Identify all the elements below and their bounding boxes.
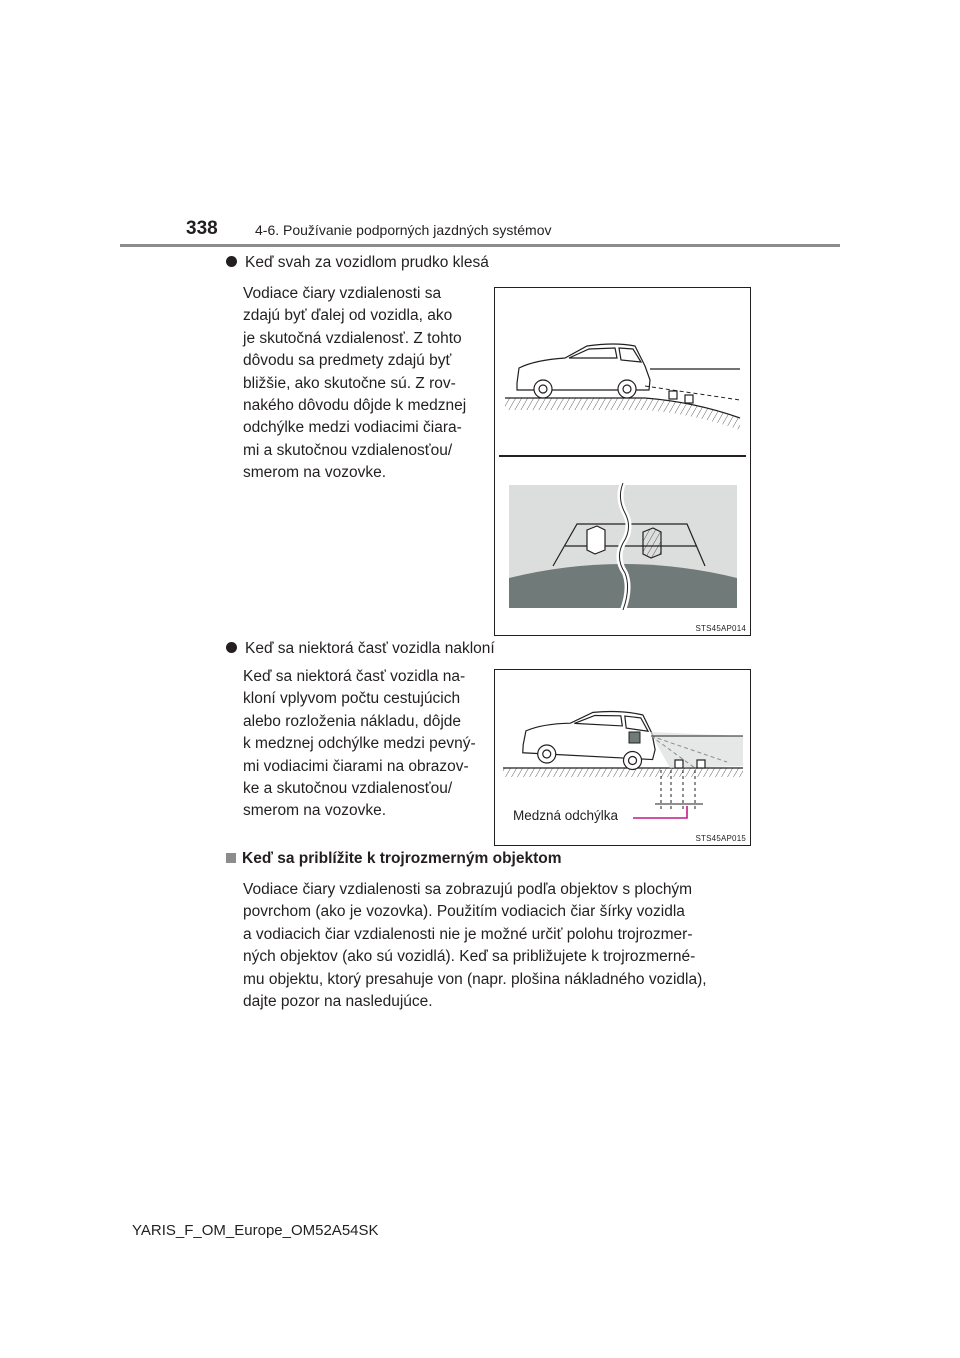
bullet-2-heading: [226, 640, 495, 658]
text-line: je skutočná vzdialenosť. Z tohto: [243, 329, 462, 347]
figure-1-code: STS45AP014: [695, 624, 746, 633]
text-line: ných objektov (ako sú vozidlá). Keď sa približujete k trojrozmerné-: [243, 948, 696, 966]
marker-box: [697, 760, 705, 768]
text-line: mu objektu, ktorý presahuje von (napr. plošina nákladného vozidla),: [243, 970, 707, 988]
text-line: dajte pozor na nasledujúce.: [243, 993, 433, 1011]
bullet-dot-icon: [226, 256, 237, 267]
text-line: smerom na vozovke.: [243, 802, 386, 820]
text-line: zdajú byť ďalej od vozidla, ako: [243, 307, 453, 325]
bullet-2-title: Keď sa niektorá časť vozidla nakloní: [245, 640, 495, 657]
text-line: alebo rozloženia nákladu, dôjde: [243, 712, 462, 730]
cube-icon: [587, 526, 605, 554]
leader-line: [633, 806, 687, 818]
figure-tilt-diagram: [494, 669, 751, 846]
bullet-1-heading: [226, 254, 489, 272]
text-line: nakého dôvodu dôjde k medznej: [243, 397, 467, 415]
figure-2-code: STS45AP015: [695, 834, 746, 843]
marker-box: [675, 760, 683, 768]
car-icon: [517, 344, 650, 398]
text-line: dôvodu sa predmety zdajú byť: [243, 352, 452, 370]
bullet-dot-icon: [226, 642, 237, 653]
subsection-title: Keď sa priblížite k trojrozmerným objektom: [242, 850, 562, 867]
text-line: mi vodiacimi čiarami na obrazov-: [243, 757, 469, 775]
hatched-cube-icon: [643, 528, 661, 558]
bullet-1-title: Keď svah za vozidlom prudko klesá: [245, 254, 489, 271]
ground-hatch: [505, 398, 740, 430]
text-line: povrchom (ako je vozovka). Použitím vodiacich čiar šírky vozidla: [243, 903, 685, 921]
figure-2-label: Medzná odchýlka: [513, 808, 619, 823]
marker-box: [685, 395, 693, 403]
subsection-heading: [226, 850, 562, 868]
text-line: smerom na vozovke.: [243, 464, 386, 482]
section-title: 4-6. Používanie podporných jazdných systémov: [255, 222, 552, 238]
text-line: Vodiace čiary vzdialenosti sa: [243, 285, 442, 302]
text-line: odchýlke medzi vodiacimi čiara-: [243, 419, 462, 437]
slope-illustration: [495, 288, 750, 635]
header-rule: [120, 244, 840, 247]
camera-screen: [509, 483, 737, 610]
ground-hatch: [503, 768, 743, 777]
text-line: bližšie, ako skutočne sú. Z rov-: [243, 374, 456, 392]
square-bullet-icon: [226, 853, 236, 863]
figure-slope-diagram: [494, 287, 751, 636]
text-line: kloní vplyvom počtu cestujúcich: [243, 690, 461, 708]
text-line: a vodiacich čiar vzdialenosti nie je možné určiť polohu trojrozmer-: [243, 925, 693, 943]
subsection-paragraph: [243, 879, 744, 1013]
text-line: k medznej odchýlke medzi pevný-: [243, 735, 476, 753]
page-number: 338: [186, 218, 218, 239]
text-line: ke a skutočnou vzdialenosťou/: [243, 780, 453, 798]
bullet-2-paragraph: [243, 666, 487, 823]
text-line: mi a skutočnou vzdialenosťou/: [243, 441, 453, 459]
text-line: Vodiace čiary vzdialenosti sa zobrazujú podľa objektov s plochým: [243, 881, 693, 898]
footer-doc-id: YARIS_F_OM_Europe_OM52A54SK: [132, 1222, 379, 1239]
camera-box-icon: [629, 732, 640, 743]
bullet-1-paragraph: [243, 283, 487, 485]
text-line: Keď sa niektorá časť vozidla na-: [243, 668, 466, 685]
marker-box: [669, 391, 677, 399]
